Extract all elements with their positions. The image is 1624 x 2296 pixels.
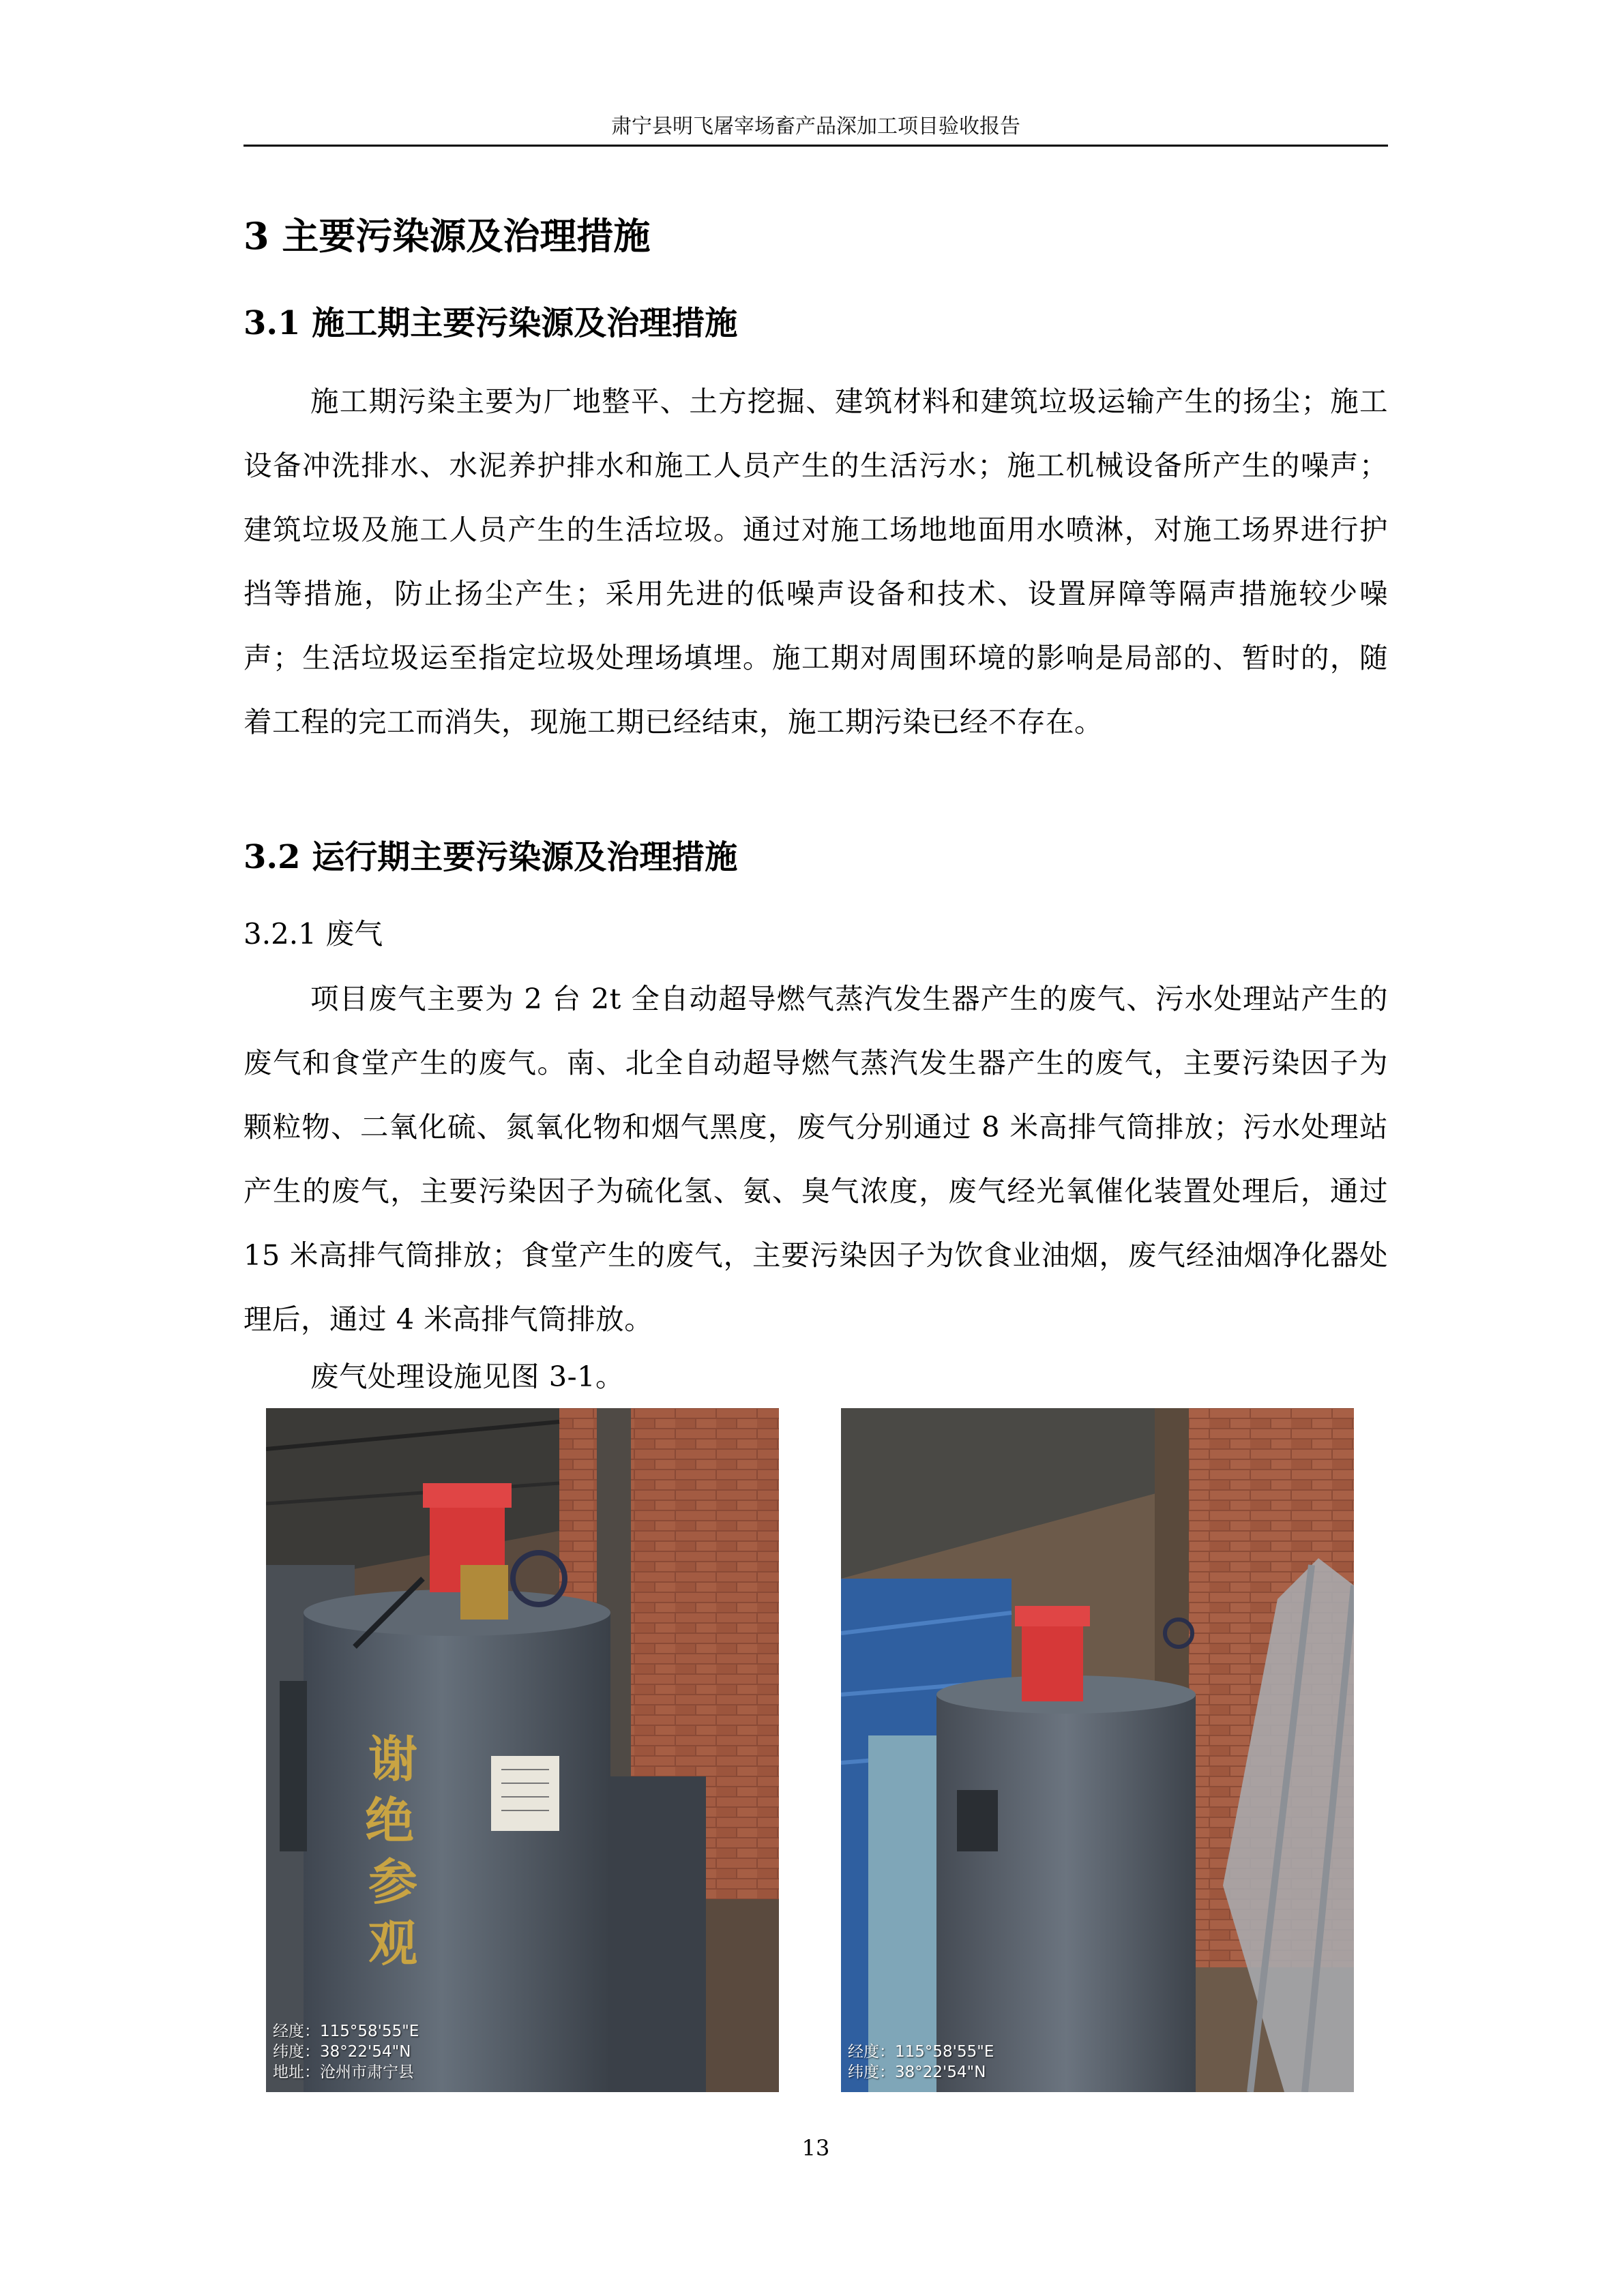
address-label: 地址：沧州市肃宁县	[273, 2063, 414, 2081]
photo-geotag-right	[848, 2042, 994, 2083]
longitude-label: 经度：115°58'55"E	[273, 2023, 419, 2040]
svg-text:谢: 谢	[368, 1730, 418, 1788]
svg-text:观: 观	[368, 1914, 418, 1972]
subsection-heading-3-2: 3.2 运行期主要污染源及治理措施	[243, 838, 738, 876]
photo-geotag-left	[273, 2021, 419, 2083]
exhaust-gas-paragraph: 项目废气主要为 2 台 2t 全自动超导燃气蒸汽发生器产生的废气、污水处理站产生的废气和食堂产生的废气。南、北全自动超导燃气蒸汽发生器产生的废气，主要污染因子为颗粒物、二氧化硫、氮氧化物和烟气黑度，废气分别通过 8 米高排气筒排放；污水处理站产生的废气，主要污染因子为硫化氢、氨、臭气浓度，废气经光氧催化装置处理后，通过 15 米高排气筒排放；食堂产生的废气，主要污染因子为饮食业油烟，废气经油烟净化器处理后，通过 4 米高排气筒排放。	[243, 982, 1388, 1336]
subsection-heading-3-1: 3.1 施工期主要污染源及治理措施	[243, 304, 738, 342]
longitude-label: 经度：115°58'55"E	[848, 2043, 994, 2061]
running-header: 肃宁县明飞屠宰场畜产品深加工项目验收报告	[611, 115, 1020, 138]
steam-generator-photo-right	[841, 1408, 1354, 2092]
svg-text:绝: 绝	[365, 1791, 415, 1849]
construction-period-paragraph: 施工期污染主要为厂地整平、土方挖掘、建筑材料和建筑垃圾运输产生的扬尘；施工设备冲洗排水、水泥养护排水和施工人员产生的生活污水；施工机械设备所产生的噪声；建筑垃圾及施工人员产生的生活垃圾。通过对施工场地地面用水喷淋，对施工场界进行护挡等措施，防止扬尘产生；采用先进的低噪声设备和技术、设置屏障等隔声措施较少噪声；生活垃圾运至指定垃圾处理场填埋。施工期对周围环境的影响是局部的、暂时的，随着工程的完工而消失，现施工期已经结束，施工期污染已经不存在。	[243, 385, 1388, 739]
page-number: 13	[801, 2135, 830, 2161]
header-rule	[243, 145, 1388, 147]
section-heading: 3 主要污染源及治理措施	[243, 214, 651, 258]
photo-steam-generator-south	[266, 1408, 779, 2092]
svg-text:参: 参	[368, 1853, 418, 1911]
latitude-label: 纬度：38°22'54"N	[273, 2043, 411, 2061]
photo-steam-generator-north	[841, 1408, 1354, 2092]
latitude-label: 纬度：38°22'54"N	[848, 2063, 986, 2081]
figure-reference: 废气处理设施见图 3-1。	[310, 1360, 625, 1393]
subsection-heading-3-2-1: 3.2.1 废气	[243, 917, 383, 951]
steam-generator-photo-left	[266, 1408, 779, 2092]
